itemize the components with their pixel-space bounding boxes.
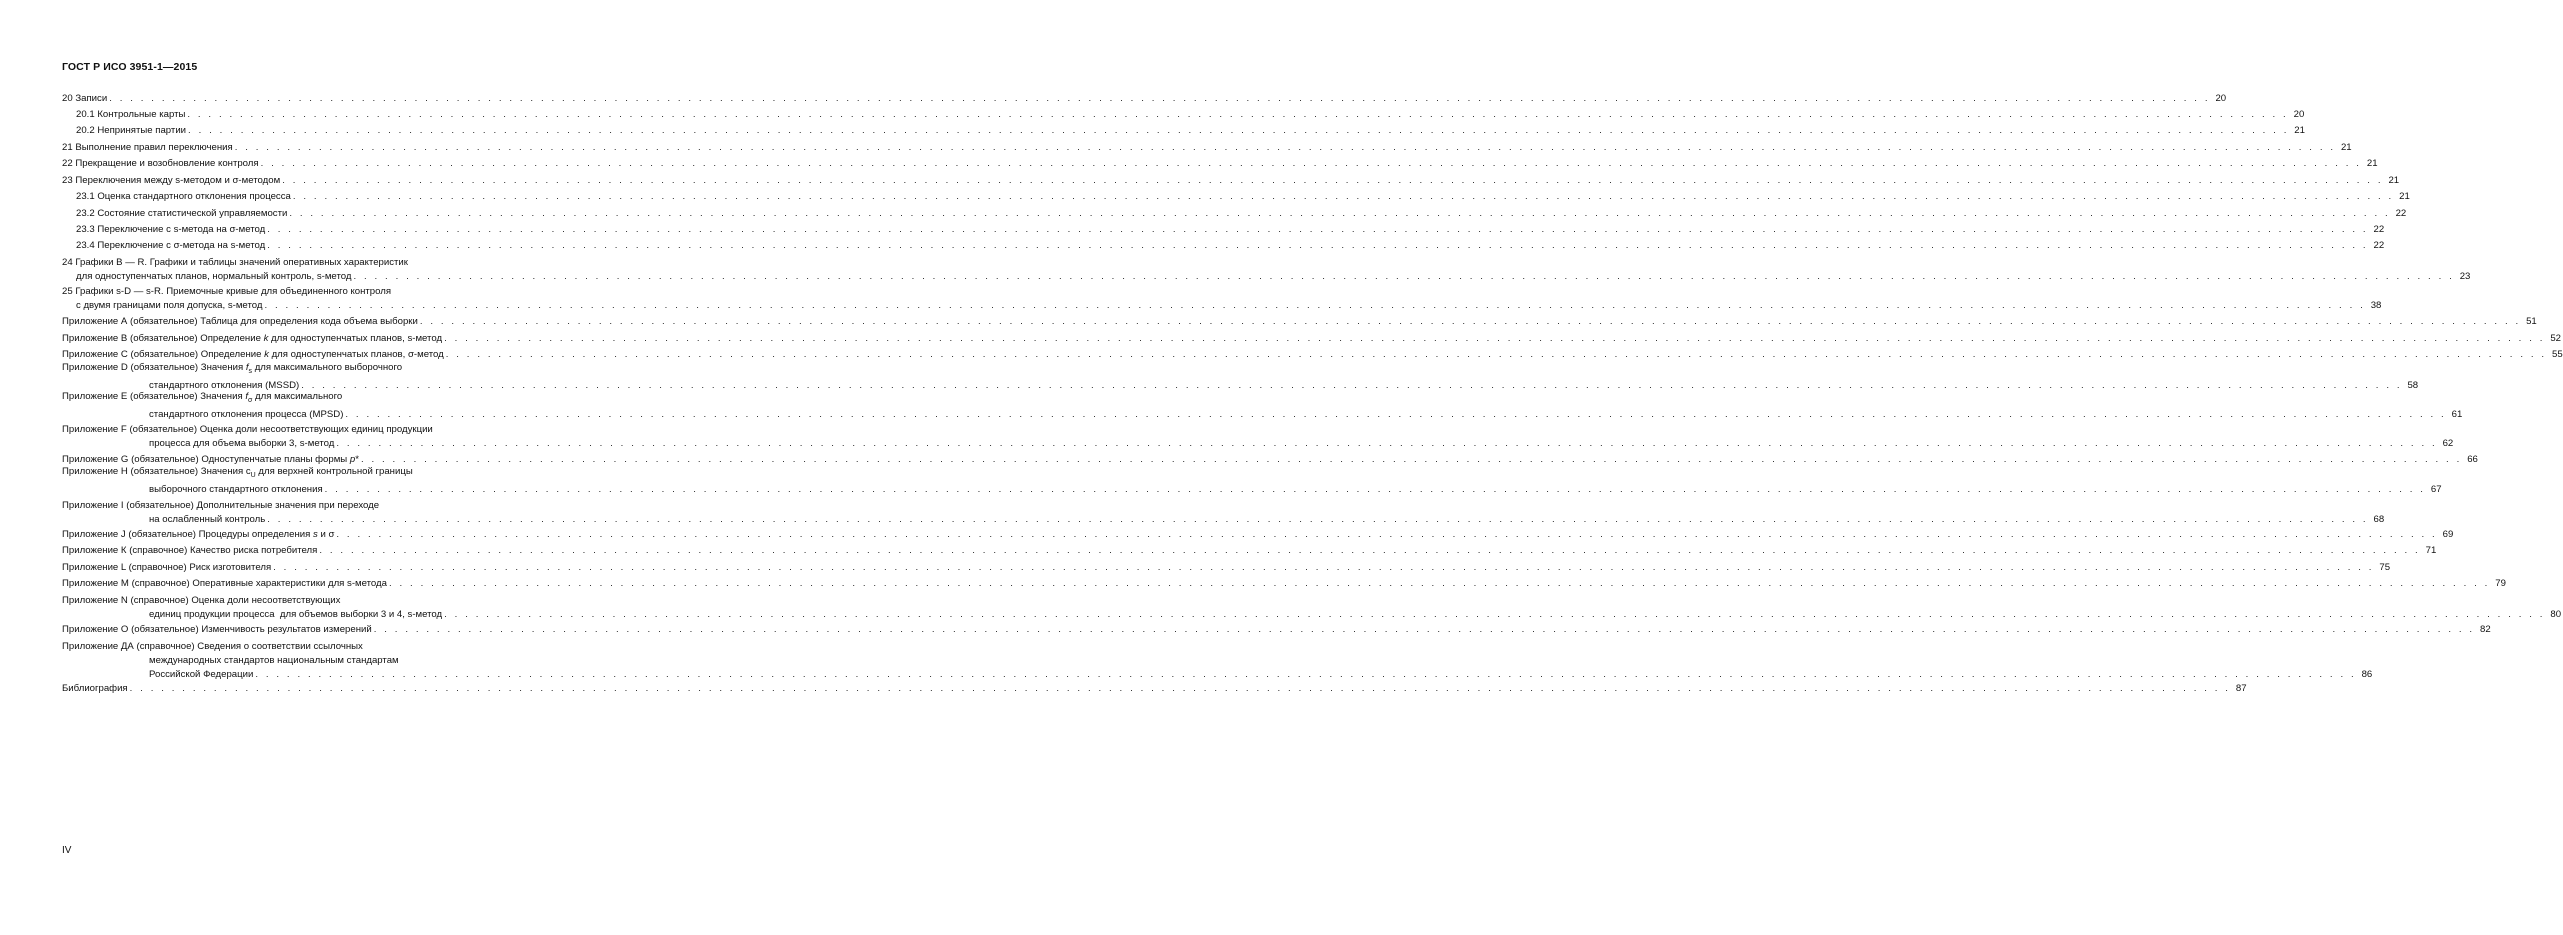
toc-page-number: 66 bbox=[2467, 454, 2478, 465]
toc-entry-text: Приложение D (обязательное) Значения $f_s$ для максимального выборочного bbox=[62, 362, 403, 375]
toc-entry-text: стандартного отклонения (MSSD) bbox=[149, 380, 300, 391]
toc-page-number: 23 bbox=[2459, 271, 2471, 282]
toc-entry[interactable] bbox=[62, 141, 2352, 155]
toc-entry-text: международных стандартов национальным стандартам bbox=[149, 655, 399, 666]
toc-entry-text: 20.1 Контрольные карты bbox=[76, 109, 186, 120]
toc-entry[interactable] bbox=[62, 92, 2227, 106]
toc-entry[interactable] bbox=[62, 391, 2463, 422]
toc-page-number: 22 bbox=[2373, 224, 2385, 235]
toc-leader-dots: . . . . . . . . . . . . . . . . . . . . . . . . . . . . . . . . . . . . . . . . . . . . . . . . . . . . . . . . . . . . . . . . . . . . . . . . . . . . . . . . . . . . . . . . . . . . . . . . . . . . . . . . . . . . . . . . . . . . . . . . . . . . . . . . . . . . . . . . . . . . . . . . . . . . . . . . . . . . . . . . . . . . . . . . . . . . . . . . . . . . . . . . . . . . . . . . . . . . . . . . bbox=[188, 125, 2289, 136]
toc-leader-dots: . . . . . . . . . . . . . . . . . . . . . . . . . . . . . . . . . . . . . . . . . . . . . . . . . . . . . . . . . . . . . . . . . . . . . . . . . . . . . . . . . . . . . . . . . . . . . . . . . . . . . . . . . . . . . . . . . . . . . . . . . . . . . . . . . . . . . . . . . . . . . . . . . . . . . . . . . . . . . . . . . . . . . . . . . . . . . . . . . . . . . . . . . . . . . . . . . . . . . . . . bbox=[292, 191, 2394, 202]
toc-entry-text: Приложение F (обязательное) Оценка доли несоответствующих единиц продукции bbox=[62, 424, 433, 435]
toc-entry-text: 20 Записи bbox=[62, 93, 108, 104]
toc-entry[interactable] bbox=[62, 594, 2562, 622]
toc-page-number: 21 bbox=[2340, 142, 2352, 153]
toc-entry-text: стандартного отклонения процесса (MPSD) bbox=[149, 409, 344, 420]
toc-page-number: 62 bbox=[2442, 438, 2454, 449]
toc-page-number: 69 bbox=[2442, 529, 2454, 540]
toc-leader-dots: . . . . . . . . . . . . . . . . . . . . . . . . . . . . . . . . . . . . . . . . . . . . . . . . . . . . . . . . . . . . . . . . . . . . . . . . . . . . . . . . . . . . . . . . . . . . . . . . . . . . . . . . . . . . . . . . . . . . . . . . . . . . . . . . . . . . . . . . . . . . . . . . . . . . . . . . . . . . . . . . . . . . . . . . . . . . . . . . . . . . . . . . . . . . . . . . . . . . . . . . bbox=[267, 224, 2369, 235]
toc-leader-dots: . . . . . . . . . . . . . . . . . . . . . . . . . . . . . . . . . . . . . . . . . . . . . . . . . . . . . . . . . . . . . . . . . . . . . . . . . . . . . . . . . . . . . . . . . . . . . . . . . . . . . . . . . . . . . . . . . . . . . . . . . . . . . . . . . . . . . . . . . . . . . . . . . . . . . . . . . . . . . . . . . . . . . . . . . . . . . . . . . . . . . . . . . . . . . . . . . . . . . . . . bbox=[419, 316, 2521, 327]
toc-leader-dots: . . . . . . . . . . . . . . . . . . . . . . . . . . . . . . . . . . . . . . . . . . . . . . . . . . . . . . . . . . . . . . . . . . . . . . . . . . . . . . . . . . . . . . . . . . . . . . . . . . . . . . . . . . . . . . . . . . . . . . . . . . . . . . . . . . . . . . . . . . . . . . . . . . . . . . . . . . . . . . . . . . . . . . . . . . . . . . . . . . . . . . . . . . . . . . . . . . . . . . . . bbox=[373, 624, 2475, 635]
toc-entry[interactable] bbox=[62, 239, 2385, 253]
toc-entry-text: Приложение В (обязательное) Определение k для одноступенчатых планов, s-метод bbox=[62, 333, 443, 344]
toc-page-number: 20 bbox=[2215, 93, 2227, 104]
toc-entry-text: 23.3 Переключение с s-метода на σ-метод bbox=[76, 224, 266, 235]
toc-entry[interactable] bbox=[62, 528, 2454, 542]
toc-page-number: 20 bbox=[2293, 109, 2305, 120]
toc-page-number: 22 bbox=[2373, 240, 2385, 251]
toc-leader-dots: . . . . . . . . . . . . . . . . . . . . . . . . . . . . . . . . . . . . . . . . . . . . . . . . . . . . . . . . . . . . . . . . . . . . . . . . . . . . . . . . . . . . . . . . . . . . . . . . . . . . . . . . . . . . . . . . . . . . . . . . . . . . . . . . . . . . . . . . . . . . . . . . . . . . . . . . . . . . . . . . . . . . . . . . . . . . . . . . . . . . . . . . . . . . . . . . . . . . . . . . bbox=[234, 142, 2336, 153]
toc-leader-dots: . . . . . . . . . . . . . . . . . . . . . . . . . . . . . . . . . . . . . . . . . . . . . . . . . . . . . . . . . . . . . . . . . . . . . . . . . . . . . . . . . . . . . . . . . . . . . . . . . . . . . . . . . . . . . . . . . . . . . . . . . . . . . . . . . . . . . . . . . . . . . . . . . . . . . . . . . . . . . . . . . . . . . . . . . . . . . . . . . . . . . . . . . . . . . . . . . . . . . . . . bbox=[260, 158, 2362, 169]
toc-leader-dots: . . . . . . . . . . . . . . . . . . . . . . . . . . . . . . . . . . . . . . . . . . . . . . . . . . . . . . . . . . . . . . . . . . . . . . . . . . . . . . . . . . . . . . . . . . . . . . . . . . . . . . . . . . . . . . . . . . . . . . . . . . . . . . . . . . . . . . . . . . . . . . . . . . . . . . . . . . . . . . . . . . . . . . . . . . . . . . . . . . . . . . . . . . . . . . . . . . . . . . . . bbox=[301, 380, 2403, 391]
toc-leader-dots: . . . . . . . . . . . . . . . . . . . . . . . . . . . . . . . . . . . . . . . . . . . . . . . . . . . . . . . . . . . . . . . . . . . . . . . . . . . . . . . . . . . . . . . . . . . . . . . . . . . . . . . . . . . . . . . . . . . . . . . . . . . . . . . . . . . . . . . . . . . . . . . . . . . . . . . . . . . . . . . . . . . . . . . . . . . . . . . . . . . . . . . . . . . . . . . . . . . . . . . . bbox=[444, 333, 2545, 344]
toc-entry-text: Приложение Н (обязательное) Значения $c_U$ для верхней контрольной границы bbox=[62, 466, 413, 479]
toc-entry[interactable] bbox=[62, 124, 2305, 138]
toc-page-number: 21 bbox=[2399, 191, 2410, 202]
toc-page-number: 75 bbox=[2379, 562, 2391, 573]
toc-entry-text: Приложение С (обязательное) Определение k для одноступенчатых планов, σ-метод bbox=[62, 349, 444, 360]
toc-leader-dots: . . . . . . . . . . . . . . . . . . . . . . . . . . . . . . . . . . . . . . . . . . . . . . . . . . . . . . . . . . . . . . . . . . . . . . . . . . . . . . . . . . . . . . . . . . . . . . . . . . . . . . . . . . . . . . . . . . . . . . . . . . . . . . . . . . . . . . . . . . . . . . . . . . . . . . . . . . . . . . . . . . . . . . . . . . . . . . . . . . . . . . . . . . . . . . . . . . . . . . . . bbox=[129, 683, 2231, 694]
toc-entry[interactable] bbox=[62, 577, 2506, 591]
toc-leader-dots: . . . . . . . . . . . . . . . . . . . . . . . . . . . . . . . . . . . . . . . . . . . . . . . . . . . . . . . . . . . . . . . . . . . . . . . . . . . . . . . . . . . . . . . . . . . . . . . . . . . . . . . . . . . . . . . . . . . . . . . . . . . . . . . . . . . . . . . . . . . . . . . . . . . . . . . . . . . . . . . . . . . . . . . . . . . . . . . . . . . . . . . . . . . . . . . . . . . . . . . . bbox=[267, 514, 2369, 525]
toc-entry-text: Приложение J (обязательное) Процедуры определения s и σ bbox=[62, 529, 335, 540]
toc-page-number: 52 bbox=[2550, 333, 2561, 344]
toc-entry[interactable] bbox=[62, 285, 2382, 313]
toc-entry-text: единиц продукции процесса для объемов выборки 3 и 4, s-метод bbox=[149, 609, 443, 620]
toc-page-number: 80 bbox=[2550, 609, 2562, 620]
toc-page-number: 79 bbox=[2495, 578, 2506, 589]
toc-entry[interactable] bbox=[62, 157, 2378, 171]
toc-leader-dots: . . . . . . . . . . . . . . . . . . . . . . . . . . . . . . . . . . . . . . . . . . . . . . . . . . . . . . . . . . . . . . . . . . . . . . . . . . . . . . . . . . . . . . . . . . . . . . . . . . . . . . . . . . . . . . . . . . . . . . . . . . . . . . . . . . . . . . . . . . . . . . . . . . . . . . . . . . . . . . . . . . . . . . . . . . . . . . . . . . . . . . . . . . . . . . . . . . . . . . . . bbox=[345, 409, 2447, 420]
toc-entry[interactable] bbox=[62, 499, 2385, 527]
toc-entry[interactable] bbox=[62, 332, 2561, 346]
toc-entry[interactable] bbox=[62, 315, 2537, 329]
toc-entry[interactable] bbox=[62, 640, 2373, 682]
toc-page-number: 87 bbox=[2235, 683, 2247, 694]
toc-page-number: 55 bbox=[2551, 349, 2563, 360]
toc-leader-dots: . . . . . . . . . . . . . . . . . . . . . . . . . . . . . . . . . . . . . . . . . . . . . . . . . . . . . . . . . . . . . . . . . . . . . . . . . . . . . . . . . . . . . . . . . . . . . . . . . . . . . . . . . . . . . . . . . . . . . . . . . . . . . . . . . . . . . . . . . . . . . . . . . . . . . . . . . . . . . . . . . . . . . . . . . . . . . . . . . . . . . . . . . . . . . . . . . . . . . . . . bbox=[319, 545, 2421, 556]
toc-leader-dots: . . . . . . . . . . . . . . . . . . . . . . . . . . . . . . . . . . . . . . . . . . . . . . . . . . . . . . . . . . . . . . . . . . . . . . . . . . . . . . . . . . . . . . . . . . . . . . . . . . . . . . . . . . . . . . . . . . . . . . . . . . . . . . . . . . . . . . . . . . . . . . . . . . . . . . . . . . . . . . . . . . . . . . . . . . . . . . . . . . . . . . . . . . . . . . . . . . . . . . . . bbox=[360, 454, 2462, 465]
toc-entry[interactable] bbox=[62, 423, 2454, 451]
toc-entry-text: 23.1 Оценка стандартного отклонения процесса bbox=[76, 191, 291, 202]
toc-entry-text: Приложение I (обязательное) Дополнительные значения при переходе bbox=[62, 500, 380, 511]
toc-entry[interactable] bbox=[62, 174, 2400, 188]
toc-leader-dots: . . . . . . . . . . . . . . . . . . . . . . . . . . . . . . . . . . . . . . . . . . . . . . . . . . . . . . . . . . . . . . . . . . . . . . . . . . . . . . . . . . . . . . . . . . . . . . . . . . . . . . . . . . . . . . . . . . . . . . . . . . . . . . . . . . . . . . . . . . . . . . . . . . . . . . . . . . . . . . . . . . . . . . . . . . . . . . . . . . . . . . . . . . . . . . . . . . . . . . . . bbox=[109, 93, 2211, 104]
toc-entry[interactable] bbox=[62, 466, 2442, 497]
toc-entry-text: Российской Федерации bbox=[149, 669, 254, 680]
toc-page-number: 38 bbox=[2370, 300, 2382, 311]
toc-entry-text: 23.4 Переключение с σ-метода на s-метод bbox=[76, 240, 266, 251]
toc-entry-text: Приложение О (обязательное) Изменчивость результатов измерений bbox=[62, 624, 372, 635]
toc-page-number: 68 bbox=[2373, 514, 2385, 525]
toc-entry-text: 23.2 Состояние статистической управляемости bbox=[76, 208, 288, 219]
toc-page-number: 22 bbox=[2395, 208, 2407, 219]
toc-leader-dots: . . . . . . . . . . . . . . . . . . . . . . . . . . . . . . . . . . . . . . . . . . . . . . . . . . . . . . . . . . . . . . . . . . . . . . . . . . . . . . . . . . . . . . . . . . . . . . . . . . . . . . . . . . . . . . . . . . . . . . . . . . . . . . . . . . . . . . . . . . . . . . . . . . . . . . . . . . . . . . . . . . . . . . . . . . . . . . . . . . . . . . . . . . . . . . . . . . . . . . . . bbox=[336, 529, 2438, 540]
toc-page-number: 58 bbox=[2407, 380, 2419, 391]
page-number: IV bbox=[62, 845, 72, 856]
toc-entry[interactable] bbox=[62, 682, 2247, 696]
toc-leader-dots: . . . . . . . . . . . . . . . . . . . . . . . . . . . . . . . . . . . . . . . . . . . . . . . . . . . . . . . . . . . . . . . . . . . . . . . . . . . . . . . . . . . . . . . . . . . . . . . . . . . . . . . . . . . . . . . . . . . . . . . . . . . . . . . . . . . . . . . . . . . . . . . . . . . . . . . . . . . . . . . . . . . . . . . . . . . . . . . . . . . . . . . . . . . . . . . . . . . . . . . . bbox=[255, 669, 2357, 680]
toc-entry-text: 23 Переключения между s-методом и σ-методом bbox=[62, 175, 281, 186]
document-header: ГОСТ Р ИСО 3951-1—2015 bbox=[62, 61, 198, 73]
toc-page-number: 61 bbox=[2451, 409, 2463, 420]
toc-leader-dots: . . . . . . . . . . . . . . . . . . . . . . . . . . . . . . . . . . . . . . . . . . . . . . . . . . . . . . . . . . . . . . . . . . . . . . . . . . . . . . . . . . . . . . . . . . . . . . . . . . . . . . . . . . . . . . . . . . . . . . . . . . . . . . . . . . . . . . . . . . . . . . . . . . . . . . . . . . . . . . . . . . . . . . . . . . . . . . . . . . . . . . . . . . . . . . . . . . . . . . . . bbox=[264, 300, 2366, 311]
toc-entry-text: Приложение К (справочное) Качество риска потребителя bbox=[62, 545, 318, 556]
toc-leader-dots: . . . . . . . . . . . . . . . . . . . . . . . . . . . . . . . . . . . . . . . . . . . . . . . . . . . . . . . . . . . . . . . . . . . . . . . . . . . . . . . . . . . . . . . . . . . . . . . . . . . . . . . . . . . . . . . . . . . . . . . . . . . . . . . . . . . . . . . . . . . . . . . . . . . . . . . . . . . . . . . . . . . . . . . . . . . . . . . . . . . . . . . . . . . . . . . . . . . . . . . . bbox=[273, 562, 2375, 573]
toc-entry[interactable] bbox=[62, 623, 2491, 637]
toc-entry-text: Приложение М (справочное) Оперативные характеристики для s-метода bbox=[62, 578, 387, 589]
toc-entry-text: 25 Графики s-D — s-R. Приемочные кривые для объединенного контроля bbox=[62, 286, 392, 297]
toc-entry[interactable] bbox=[62, 190, 2410, 204]
toc-entry[interactable] bbox=[62, 561, 2391, 575]
toc-entry[interactable] bbox=[62, 223, 2385, 237]
toc-entry[interactable] bbox=[62, 544, 2437, 558]
toc-entry-text: Библиография bbox=[62, 683, 128, 694]
toc-entry-text: Приложение ДА (справочное) Сведения о соответствии ссылочных bbox=[62, 641, 363, 652]
toc-entry-text: с двумя границами поля допуска, s-метод bbox=[76, 300, 263, 311]
toc-entry-text: выборочного стандартного отклонения bbox=[149, 484, 323, 495]
toc-entry-text: 22 Прекращение и возобновление контроля bbox=[62, 158, 259, 169]
toc-page-number: 51 bbox=[2526, 316, 2537, 327]
toc-entry[interactable] bbox=[62, 256, 2471, 284]
toc-leader-dots: . . . . . . . . . . . . . . . . . . . . . . . . . . . . . . . . . . . . . . . . . . . . . . . . . . . . . . . . . . . . . . . . . . . . . . . . . . . . . . . . . . . . . . . . . . . . . . . . . . . . . . . . . . . . . . . . . . . . . . . . . . . . . . . . . . . . . . . . . . . . . . . . . . . . . . . . . . . . . . . . . . . . . . . . . . . . . . . . . . . . . . . . . . . . . . . . . . . . . . . . bbox=[444, 609, 2546, 620]
toc-page-number: 21 bbox=[2366, 158, 2378, 169]
toc-entry-text: 21 Выполнение правил переключения bbox=[62, 142, 233, 153]
toc-entry[interactable] bbox=[62, 362, 2419, 393]
toc-entry-text: процесса для объема выборки 3, s-метод bbox=[149, 438, 335, 449]
toc-entry-text: Приложение Е (обязательное) Значения $f_\sigma$ для максимального bbox=[62, 391, 343, 404]
toc-entry-text: на ослабленный контроль bbox=[149, 514, 266, 525]
toc-page-number: 82 bbox=[2480, 624, 2491, 635]
toc-entry[interactable] bbox=[62, 348, 2563, 362]
toc-entry-text: Приложение А (обязательное) Таблица для определения кода объема выборки bbox=[62, 316, 418, 327]
toc-entry-text: для одноступенчатых планов, нормальный контроль, s-метод bbox=[76, 271, 352, 282]
toc-entry-text: 20.2 Непринятые партии bbox=[76, 125, 187, 136]
toc-leader-dots: . . . . . . . . . . . . . . . . . . . . . . . . . . . . . . . . . . . . . . . . . . . . . . . . . . . . . . . . . . . . . . . . . . . . . . . . . . . . . . . . . . . . . . . . . . . . . . . . . . . . . . . . . . . . . . . . . . . . . . . . . . . . . . . . . . . . . . . . . . . . . . . . . . . . . . . . . . . . . . . . . . . . . . . . . . . . . . . . . . . . . . . . . . . . . . . . . . . . . . . . bbox=[187, 109, 2289, 120]
toc-entry-text: Приложение L (справочное) Риск изготовителя bbox=[62, 562, 272, 573]
toc-leader-dots: . . . . . . . . . . . . . . . . . . . . . . . . . . . . . . . . . . . . . . . . . . . . . . . . . . . . . . . . . . . . . . . . . . . . . . . . . . . . . . . . . . . . . . . . . . . . . . . . . . . . . . . . . . . . . . . . . . . . . . . . . . . . . . . . . . . . . . . . . . . . . . . . . . . . . . . . . . . . . . . . . . . . . . . . . . . . . . . . . . . . . . . . . . . . . . . . . . . . . . . . bbox=[353, 271, 2455, 282]
toc-leader-dots: . . . . . . . . . . . . . . . . . . . . . . . . . . . . . . . . . . . . . . . . . . . . . . . . . . . . . . . . . . . . . . . . . . . . . . . . . . . . . . . . . . . . . . . . . . . . . . . . . . . . . . . . . . . . . . . . . . . . . . . . . . . . . . . . . . . . . . . . . . . . . . . . . . . . . . . . . . . . . . . . . . . . . . . . . . . . . . . . . . . . . . . . . . . . . . . . . . . . . . . . bbox=[388, 578, 2490, 589]
toc-entry-text: Приложение N (справочное) Оценка доли несоответствующих bbox=[62, 595, 341, 606]
toc-leader-dots: . . . . . . . . . . . . . . . . . . . . . . . . . . . . . . . . . . . . . . . . . . . . . . . . . . . . . . . . . . . . . . . . . . . . . . . . . . . . . . . . . . . . . . . . . . . . . . . . . . . . . . . . . . . . . . . . . . . . . . . . . . . . . . . . . . . . . . . . . . . . . . . . . . . . . . . . . . . . . . . . . . . . . . . . . . . . . . . . . . . . . . . . . . . . . . . . . . . . . . . . bbox=[289, 208, 2391, 219]
toc-page-number: 86 bbox=[2361, 669, 2373, 680]
toc-page-number: 71 bbox=[2425, 545, 2437, 556]
toc-leader-dots: . . . . . . . . . . . . . . . . . . . . . . . . . . . . . . . . . . . . . . . . . . . . . . . . . . . . . . . . . . . . . . . . . . . . . . . . . . . . . . . . . . . . . . . . . . . . . . . . . . . . . . . . . . . . . . . . . . . . . . . . . . . . . . . . . . . . . . . . . . . . . . . . . . . . . . . . . . . . . . . . . . . . . . . . . . . . . . . . . . . . . . . . . . . . . . . . . . . . . . . . bbox=[336, 438, 2438, 449]
toc-leader-dots: . . . . . . . . . . . . . . . . . . . . . . . . . . . . . . . . . . . . . . . . . . . . . . . . . . . . . . . . . . . . . . . . . . . . . . . . . . . . . . . . . . . . . . . . . . . . . . . . . . . . . . . . . . . . . . . . . . . . . . . . . . . . . . . . . . . . . . . . . . . . . . . . . . . . . . . . . . . . . . . . . . . . . . . . . . . . . . . . . . . . . . . . . . . . . . . . . . . . . . . . bbox=[282, 175, 2384, 186]
toc-leader-dots: . . . . . . . . . . . . . . . . . . . . . . . . . . . . . . . . . . . . . . . . . . . . . . . . . . . . . . . . . . . . . . . . . . . . . . . . . . . . . . . . . . . . . . . . . . . . . . . . . . . . . . . . . . . . . . . . . . . . . . . . . . . . . . . . . . . . . . . . . . . . . . . . . . . . . . . . . . . . . . . . . . . . . . . . . . . . . . . . . . . . . . . . . . . . . . . . . . . . . . . . bbox=[267, 240, 2369, 251]
toc-entry[interactable] bbox=[62, 207, 2407, 221]
toc-page-number: 21 bbox=[2388, 175, 2400, 186]
toc-page-number: 21 bbox=[2294, 125, 2305, 136]
toc-leader-dots: . . . . . . . . . . . . . . . . . . . . . . . . . . . . . . . . . . . . . . . . . . . . . . . . . . . . . . . . . . . . . . . . . . . . . . . . . . . . . . . . . . . . . . . . . . . . . . . . . . . . . . . . . . . . . . . . . . . . . . . . . . . . . . . . . . . . . . . . . . . . . . . . . . . . . . . . . . . . . . . . . . . . . . . . . . . . . . . . . . . . . . . . . . . . . . . . . . . . . . . . bbox=[445, 349, 2547, 360]
toc-leader-dots: . . . . . . . . . . . . . . . . . . . . . . . . . . . . . . . . . . . . . . . . . . . . . . . . . . . . . . . . . . . . . . . . . . . . . . . . . . . . . . . . . . . . . . . . . . . . . . . . . . . . . . . . . . . . . . . . . . . . . . . . . . . . . . . . . . . . . . . . . . . . . . . . . . . . . . . . . . . . . . . . . . . . . . . . . . . . . . . . . . . . . . . . . . . . . . . . . . . . . . . . bbox=[324, 484, 2426, 495]
toc-entry-text: Приложение G (обязательное) Одноступенчатые планы формы p* bbox=[62, 454, 359, 465]
toc-page-number: 67 bbox=[2430, 484, 2442, 495]
toc-entry-text: 24 Графики B — R. Графики и таблицы значений оперативных характеристик bbox=[62, 257, 408, 268]
toc-entry[interactable] bbox=[62, 108, 2305, 122]
